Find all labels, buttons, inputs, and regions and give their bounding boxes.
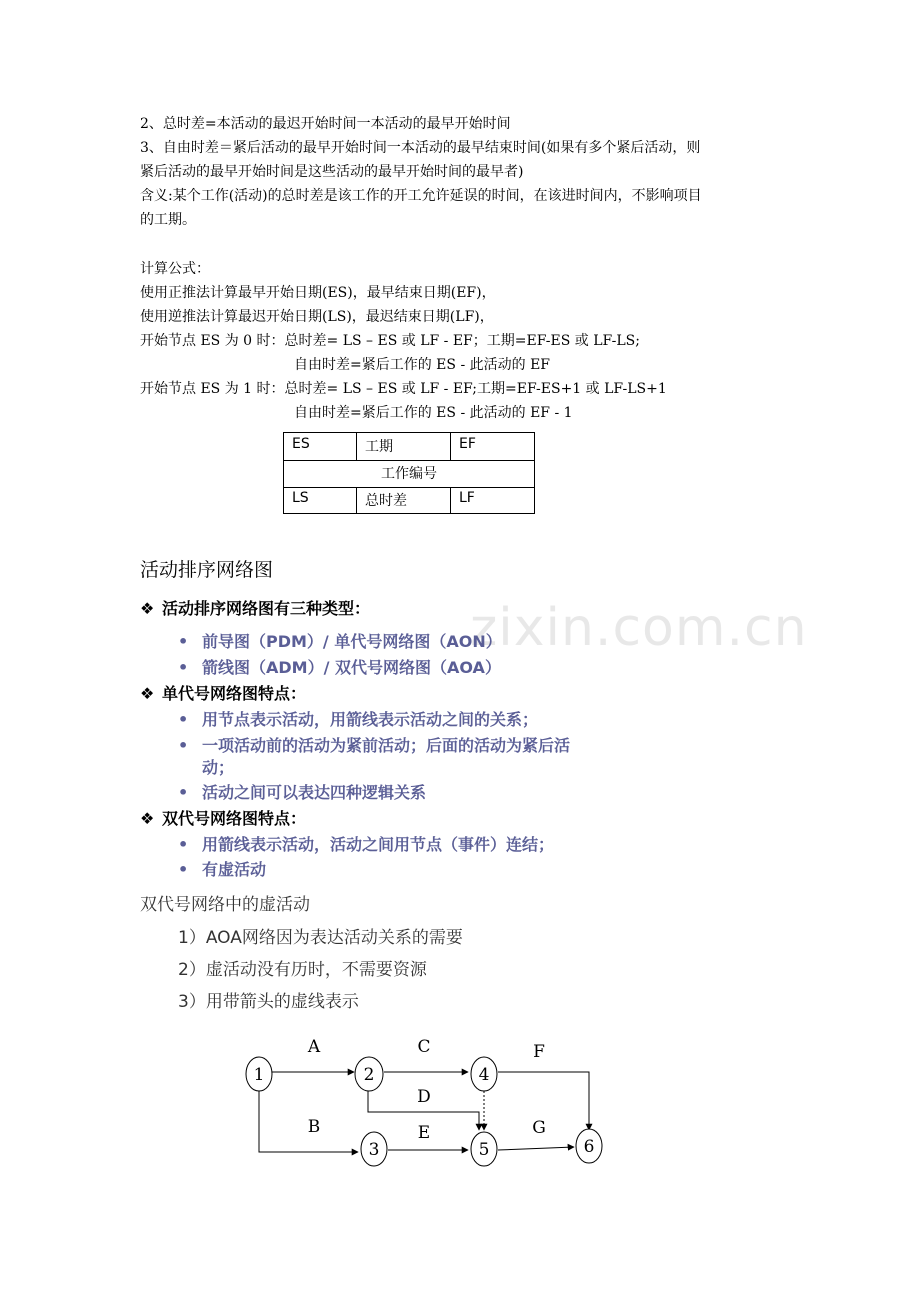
dummy-item-3: 3）用带箭头的虚线表示 (178, 992, 359, 1012)
activity-b-label: B (307, 1117, 321, 1137)
bullet-aoa-features: ❖ 双代号网络图特点： (140, 807, 306, 831)
es1-free-float: 自由时差=紧后工作的 ES - 此活动的 EF - 1 (294, 405, 573, 421)
activity-g-label: G (532, 1118, 546, 1138)
es0-free-float: 自由时差=紧后工作的 ES - 此活动的 EF (294, 357, 551, 373)
sub-item-aon-2: • 一项活动前的活动为紧前活动；后面的活动为紧后活 (178, 734, 570, 758)
dot-bullet-icon: • (178, 710, 189, 729)
forward-pass-text: 使用正推法计算最早开始日期(ES)，最早结束日期(EF)， (140, 285, 496, 301)
node-4-label: 4 (478, 1065, 490, 1085)
es0-formula: 开始节点 ES 为 0 时：总时差= LS – ES 或 LF - EF；工期=EF-ES 或 LF-LS; (140, 333, 640, 349)
sub-item-aoa-2: • 有虚活动 (178, 858, 266, 882)
ef-cell: EF (450, 433, 534, 460)
total-float-definition: 2、总时差=本活动的最迟开始时间一本活动的最早开始时间 (140, 116, 511, 132)
activity-f-label: F (533, 1042, 545, 1062)
dot-bullet-icon: • (178, 658, 189, 677)
meaning-text: 含义:某个工作(活动)的总时差是该工作的开工允许延误的时间，在该进时间内，不影响项目 (140, 188, 702, 204)
bullet-types: ❖ 活动排序网络图有三种类型： (140, 597, 370, 621)
sub-item-aoa-1: • 用箭线表示活动，活动之间用节点（事件）连结； (178, 833, 554, 857)
free-float-definition-cont: 紧后活动的最早开始时间是这些活动的最早开始时间的最早者) (140, 164, 524, 180)
es1-formula: 开始节点 ES 为 1 时：总时差= LS – ES 或 LF - EF;工期=EF-ES+1 或 LF-LS+1 (140, 381, 667, 397)
dot-bullet-icon: • (178, 736, 189, 755)
lf-cell: LF (450, 487, 534, 514)
sub-item-aon-2-cont: 动； (202, 758, 235, 777)
node-2-label: 2 (363, 1065, 375, 1085)
activity-c-label: C (417, 1037, 431, 1057)
dot-bullet-icon: • (178, 835, 189, 854)
sub-item-aon-1: • 用节点表示活动，用箭线表示活动之间的关系； (178, 708, 538, 732)
dot-bullet-icon: • (178, 860, 189, 879)
activity-e-label: E (417, 1123, 431, 1143)
diamond-bullet-icon: ❖ (140, 599, 155, 618)
dummy-item-2: 2）虚活动没有历时，不需要资源 (178, 960, 427, 980)
diamond-bullet-icon: ❖ (140, 684, 155, 703)
activity-d-label: D (417, 1087, 431, 1107)
formula-heading: 计算公式： (140, 261, 210, 277)
watermark: zixin.com.cn (470, 598, 808, 658)
section-heading: 活动排序网络图 (140, 559, 274, 581)
activity-a-label: A (307, 1037, 321, 1057)
free-float-definition: 3、自由时差＝紧后活动的最早开始时间一本活动的最早结束时间(如果有多个紧后活动，则 (140, 140, 701, 156)
bullet-aon-features: ❖ 单代号网络图特点： (140, 682, 306, 706)
edge-g (498, 1147, 574, 1150)
work-id-cell: 工作编号 (381, 466, 437, 482)
ls-cell: LS (292, 490, 309, 506)
duration-cell: 工期 (356, 433, 450, 460)
backward-pass-text: 使用逆推法计算最迟开始日期(LS)，最迟结束日期(LF)， (140, 309, 494, 325)
dummy-activity-title: 双代号网络中的虚活动 (140, 895, 310, 915)
diamond-bullet-icon: ❖ (140, 809, 155, 828)
sub-item-adm: • 箭线图（ADM）/ 双代号网络图（AOA） (178, 656, 501, 680)
node-6-label: 6 (583, 1137, 595, 1157)
node-3-label: 3 (368, 1140, 380, 1160)
total-float-cell: 总时差 (356, 487, 450, 514)
node-1-label: 1 (253, 1065, 265, 1085)
sub-item-aon-3: • 活动之间可以表达四种逻辑关系 (178, 781, 426, 805)
es-cell: ES (292, 436, 310, 452)
dummy-item-1: 1）AOA网络因为表达活动关系的需要 (178, 928, 463, 948)
sub-item-pdm: • 前导图（PDM）/ 单代号网络图（AON） (178, 630, 502, 654)
dot-bullet-icon: • (178, 783, 189, 802)
node-5-label: 5 (478, 1140, 490, 1160)
dot-bullet-icon: • (178, 632, 189, 651)
meaning-text-cont: 的工期。 (140, 212, 196, 228)
